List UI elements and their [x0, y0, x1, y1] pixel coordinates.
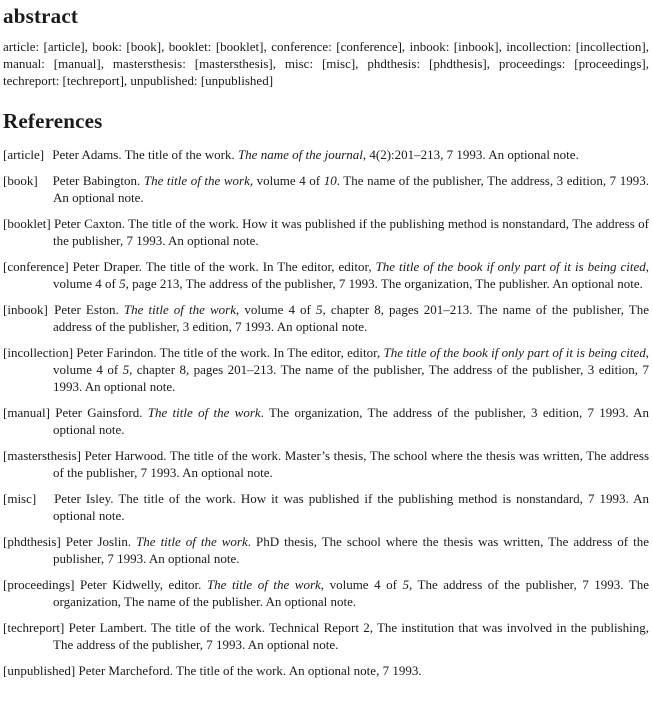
reference-text: , volume 4 of: [320, 577, 403, 592]
abstract-text: article: [article], book: [book], booklet: [booklet], conference: [conference], inbook: [inbook], incollection: [incollection], manual: [manual], mastersthesis: [mastersthesis], misc: [misc], phdthesis: [phdthesis], proceedings: [proceedings], techreport: [techreport], unpublished: [unpublished]: [3, 39, 649, 88]
reference-text: , volume 4 of: [249, 173, 324, 188]
reference-entry: [3, 146, 649, 163]
reference-label: [conference]: [3, 259, 69, 274]
reference-label: [inbook]: [3, 302, 48, 317]
reference-text: Peter Isley. The title of the work. How it was published if the publishing method is nonstandard, 7 1993. An optional note.: [53, 491, 650, 523]
reference-text: Peter Adams. The title of the work.: [52, 147, 238, 162]
reference-text: , volume 4 of: [53, 259, 649, 291]
reference-italic-text: The title of the work: [143, 173, 250, 188]
references-list: [3, 146, 649, 679]
reference-text: Peter Marcheford. The title of the work. An optional note, 7 1993.: [78, 663, 422, 678]
reference-label: [book]: [3, 173, 38, 188]
reference-text: , chapter 8, pages 201–213. The name of the publisher, The address of the publisher, 3 edition, 7 1993. An optional note.: [53, 362, 649, 394]
reference-entry: [3, 490, 649, 524]
reference-text: Peter Farindon. The title of the work. In The editor, editor,: [76, 345, 384, 360]
reference-italic-text: The title of the work: [136, 534, 248, 549]
reference-label: [booklet]: [3, 216, 51, 231]
reference-entry: [3, 344, 649, 395]
reference-text: Peter Kidwelly, editor.: [80, 577, 207, 592]
reference-entry: [3, 533, 649, 567]
reference-label: [unpublished]: [3, 663, 76, 678]
reference-text: , page 213, The address of the publisher, 7 1993. The organization, The publisher. An optional note.: [125, 276, 643, 291]
reference-text: Peter Gainsford.: [55, 405, 148, 420]
reference-italic-text: The title of the work: [123, 302, 237, 317]
reference-italic-text: 5: [122, 362, 130, 377]
reference-italic-text: 10: [323, 173, 337, 188]
reference-italic-text: The name of the journal: [237, 147, 363, 162]
reference-entry: [3, 576, 649, 610]
reference-entry: [3, 172, 649, 206]
reference-text: , volume 4 of: [53, 345, 649, 377]
reference-text: . The name of the publisher, The address, 3 edition, 7 1993. An optional note.: [53, 173, 649, 205]
reference-text: , 4(2):201–213, 7 1993. An optional note.: [362, 147, 579, 162]
reference-text: Peter Joslin.: [65, 534, 137, 549]
reference-text: Peter Lambert. The title of the work. Technical Report 2, The institution that was involved in the publishing, The address of the publisher, 7 1993. An optional note.: [53, 620, 649, 652]
reference-entry: [3, 662, 649, 679]
reference-text: Peter Caxton. The title of the work. How it was published if the publishing method is nonstandard, The address of the publisher, 7 1993. An optional note.: [53, 216, 649, 248]
reference-entry: [3, 258, 649, 292]
reference-text: . The organization, The address of the publisher, 3 edition, 7 1993. An optional note.: [53, 405, 650, 437]
reference-text: , chapter 8, pages 201–213. The name of the publisher, The address of the publisher, 3 edition, 7 1993. An optional note.: [53, 302, 650, 334]
reference-italic-text: The title of the book if only part of it is being cited: [383, 345, 646, 360]
references-heading: References: [3, 109, 103, 133]
reference-italic-text: 5: [119, 276, 126, 291]
reference-entry: [3, 215, 649, 249]
reference-text: Peter Draper. The title of the work. In The editor, editor,: [72, 259, 376, 274]
reference-label: [misc]: [3, 491, 37, 506]
reference-entry: [3, 619, 649, 653]
reference-italic-text: 5: [316, 302, 323, 317]
reference-text: , volume 4 of: [236, 302, 316, 317]
reference-text: Peter Harwood. The title of the work. Master’s thesis, The school where the thesis was written, The address of the publisher, 7 1993. An optional note.: [53, 448, 650, 480]
reference-text: Peter Babington.: [52, 173, 144, 188]
reference-text: , The address of the publisher, 7 1993. The organization, The name of the publisher. An optional note.: [53, 577, 650, 609]
reference-text: Peter Eston.: [54, 302, 124, 317]
reference-italic-text: The title of the work: [206, 577, 321, 592]
reference-label: [incollection]: [3, 345, 74, 360]
reference-label: [mastersthesis]: [3, 448, 81, 463]
reference-label: [article]: [3, 147, 45, 162]
reference-label: [proceedings]: [3, 577, 75, 592]
reference-entry: [3, 447, 649, 481]
reference-text: . PhD thesis, The school where the thesis was written, The address of the publisher, 7 1993. An optional note.: [53, 534, 650, 566]
abstract-heading: abstract: [3, 4, 79, 28]
reference-entry: [3, 301, 649, 335]
reference-italic-text: The title of the work: [147, 405, 261, 420]
reference-label: [manual]: [3, 405, 50, 420]
reference-italic-text: 5: [402, 577, 409, 592]
reference-label: [phdthesis]: [3, 534, 61, 549]
reference-label: [techreport]: [3, 620, 65, 635]
reference-italic-text: The title of the book if only part of it is being cited: [375, 259, 646, 274]
reference-entry: [3, 404, 649, 438]
